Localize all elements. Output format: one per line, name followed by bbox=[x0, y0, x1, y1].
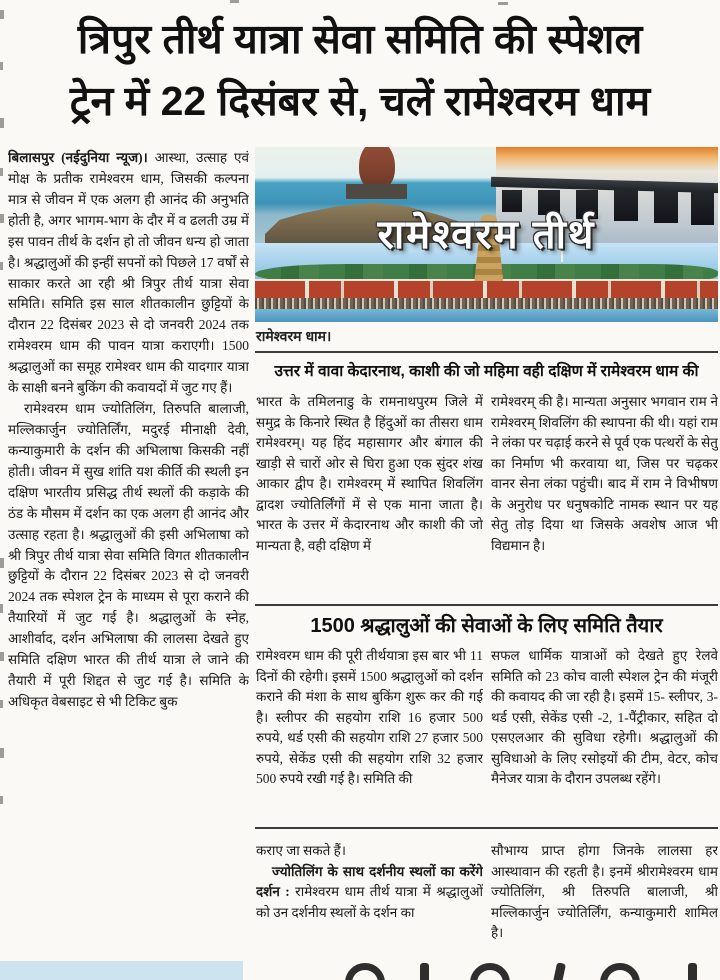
scan-mark bbox=[0, 262, 3, 270]
panorama-temple-buildings bbox=[255, 279, 718, 300]
bottom-column-1 bbox=[256, 841, 483, 965]
headline-line-1: त्रिपुर तीर्थ यात्रा सेवा समिति की स्पेशल bbox=[77, 16, 643, 62]
temple-base bbox=[346, 184, 406, 199]
article-paragraph-1 bbox=[8, 148, 249, 399]
photo-caption: रामेश्वरम धाम। bbox=[256, 328, 332, 344]
scan-mark bbox=[0, 62, 3, 70]
section-heading-kedarnath: उत्तर में वावा केदारनाथ, काशी की जो महिमा वही दक्षिण में रामेश्वरम धाम की bbox=[274, 363, 699, 380]
scan-mark bbox=[0, 10, 4, 19]
bottom-col1-lead: ज्योतिलिंग के साथ दर्शनीय स्थलों का करेंगे दर्शन : bbox=[256, 863, 483, 900]
section-seva-col1-text: रामेश्वरम धाम की पूरी तीर्थयात्रा इस बार भी 11 दिनों की रहेगी। इसमें 1500 श्रद्धालुओं को दर्शन कराने की मंशा के साथ बुकिंग शुरू कर की गई है। स्लीपर की सहयोग राशि 16 हजार 500 रुपये, थर्ड एसी की सहयोग राशि 27 हजार 500 रुपये, सेकेंड एसी की सहयोग राशि 32 हजार 500 रुपये रखी गई है। समिति की bbox=[256, 648, 483, 787]
section-seva-column-1 bbox=[256, 646, 483, 826]
scan-mark bbox=[0, 652, 4, 661]
divider-rule bbox=[255, 351, 718, 353]
adjacent-page-blue-strip bbox=[0, 961, 243, 980]
bottom-col1-text: रामेश्वरम धाम तीर्थ यात्रा में श्रद्धालुओं को उन दर्शनीय स्थलों के दर्शन का bbox=[256, 884, 483, 920]
section-seva-column-2 bbox=[491, 646, 718, 826]
cutoff-glyph bbox=[420, 963, 429, 980]
cutoff-glyph bbox=[688, 963, 697, 980]
scan-mark bbox=[0, 748, 4, 758]
article-paragraph-2: रामेश्वरम धाम ज्योतिलिंग, तिरुपति बालाजी, मल्लिकार्जुन ज्योतिर्लिंग, मदुरई मीनाक्षी देवी, कन्याकुमारी के दर्शन की अभिलाषा किसकी नहीं होती। जीवन में सुख शांति यश कीर्ति की स्थली इन दक्षिण भारतीय प्रसिद्ध तीर्थ स्थलों की कड़ाके की ठंड के मौसम में दर्शन का एक अलग ही आनंद और उत्साह रहता है। श्रद्धालुओं की इसी अभिलाषा को श्री त्रिपुर तीर्थ यात्रा सेवा समिति विगत शीतकालीन छुट्टियों के दौरान 22 दिसंबर 2023 से दो जनवरी 2024 तक स्पेशल ट्रेन के माध्यम से पूरा कराने की तैयारियों में जुट गई है। श्रद्धालुओं के स्नेह, आशीर्वाद, दर्शन अभिलाषा की लालसा देखते हुए समिति दक्षिण भारत की तीर्थ यात्रा ले जाने की तैयारी में पूरी शिद्दत से जुट गई है। समिति के अधिकृत वेबसाइट से भी टिकिट बुक bbox=[8, 401, 249, 709]
article-left-column bbox=[8, 148, 249, 966]
section-kedarnath-column-1 bbox=[256, 392, 483, 600]
dateline: बिलासपुर (नईदुनिया न्यूज)। bbox=[8, 150, 148, 165]
divider-rule bbox=[255, 604, 718, 606]
scan-mark bbox=[0, 558, 4, 568]
article-photo-collage bbox=[255, 147, 718, 322]
scan-mark bbox=[230, 0, 239, 3]
cutoff-glyph bbox=[600, 963, 640, 980]
section-kedarnath-column-2 bbox=[491, 392, 718, 600]
scan-mark bbox=[0, 604, 3, 613]
scan-mark bbox=[0, 168, 3, 176]
headline-line-2: ट्रेन में 22 दिसंबर से, चलें रामेश्वरम धाम bbox=[69, 78, 651, 124]
section-kedarnath-col1-text: भारत के तमिलनाडु के रामनाथपुरम जिले में समुद्र के किनारे स्थित है हिंदुओं का तीसरा धाम रामेश्वरम्। यह हिंद महासागर और बंगाल की खाड़ी से चारों ओर से घिरा हुआ एक सुंदर शंख आकार द्वीप है। रामेश्वरम् में स्थापित शिवलिंग द्वादश ज्योतिर्लिंगों में से एक माना जाता है। भारत के उत्तर में केदारनाथ और काशी की जो मान्यता है, वही दक्षिण में bbox=[256, 394, 483, 553]
bottom-col2-text: सौभाग्य प्राप्त होगा जिनके लालसा हर आस्थावान की रहती है। इनमें श्रीरामेश्वरम धाम ज्योतिलिंग, श्री तिरुपति बालाजी, श्री मल्लिकार्जुन ज्योतिर्लिंग, कन्याकुमारी शामिल है। bbox=[491, 843, 718, 941]
scan-mark bbox=[0, 796, 3, 804]
article-intro-text: आस्था, उत्साह एवं मोक्ष के प्रतीक रामेश्वरम धाम, जिसकी कल्पना मात्र से जीवन में एक अलग ही आनंद की अनुभति होती है, अगर भागम-भाग के दौर में व ढलती उम्र में इस पावन तीर्थ के दर्शन हो तो जीवन धन्य हो जाता है। श्रद्धालुओं की इन्हीं सपनों को पिछले 17 वर्षों से साकार करते आ रही श्री त्रिपुर तीर्थ यात्रा सेवा समिति। समिति इस साल शीतकालीन छुट्टियों के दौरान 22 दिसंबर 2023 से दो जनवरी 2024 तक रामेश्वरम धाम की पावन यात्रा कराएगी। 1500 श्रद्धालुओं का समूह रामेश्वर धाम की यादगार यात्रा के साक्षी बनने बुकिंग की कवायदों में जुट गए हैं। bbox=[8, 150, 249, 396]
main-headline bbox=[6, 8, 714, 132]
panorama-crowd bbox=[255, 298, 718, 309]
bottom-column-2 bbox=[491, 841, 718, 965]
scan-mark bbox=[0, 214, 4, 223]
section-heading-seva: 1500 श्रद्धालुओं की सेवाओं के लिए समिति तैयार bbox=[310, 615, 663, 637]
cutoff-glyph bbox=[345, 963, 385, 980]
scan-mark bbox=[0, 118, 4, 128]
bottom-col1-intro: कराए जा सकते हैं। bbox=[256, 843, 346, 858]
panorama-water bbox=[255, 309, 718, 322]
scan-mark bbox=[498, 2, 508, 5]
scan-mark bbox=[0, 700, 3, 708]
divider-rule bbox=[255, 827, 718, 829]
section-kedarnath-col2-text: रामेश्वरम् की है। मान्यता अनुसार भगवान राम ने रामेश्वरम् शिवलिंग की स्थापना की थी। यहां राम ने लंका पर चढ़ाई करने से पूर्व एक पत्थरों के सेतु का निर्माण भी करवाया था, जिस पर चढ़कर वानर सेना लंका पहुंची। बाद में राम ने विभीषण के अनुरोध पर धनुषकोटि नामक स्थान पर यह सेतु तोड़ दिया था जिसके अवशेष आज भी विद्यमान है। bbox=[491, 394, 718, 553]
section-seva-col2-text: सफल धार्मिक यात्राओं को देखते हुए रेलवे समिति को 23 कोच वाली स्पेशल ट्रेन की मंजूरी की कवायद की जा रही है। इसमें 15- स्लीपर, 3- थर्ड एसी, सेकेंड एसी -2, 1-पैंट्रीकार, सहित दो एसएलआर की सुविधा रहेगी। श्रद्धालुओं की सुविधाओ के लिए रसोइयों की टीम, वेटर, कोच मैनेजर यात्रा के दौरान उपलब्ध रहेंगे। bbox=[491, 648, 718, 787]
bridge-deck bbox=[491, 176, 718, 192]
cutoff-glyph bbox=[470, 963, 510, 980]
photo-overlay-title: रामेश्वरम तीर्थ bbox=[377, 212, 596, 257]
bottom-col1-paragraph bbox=[256, 862, 483, 924]
